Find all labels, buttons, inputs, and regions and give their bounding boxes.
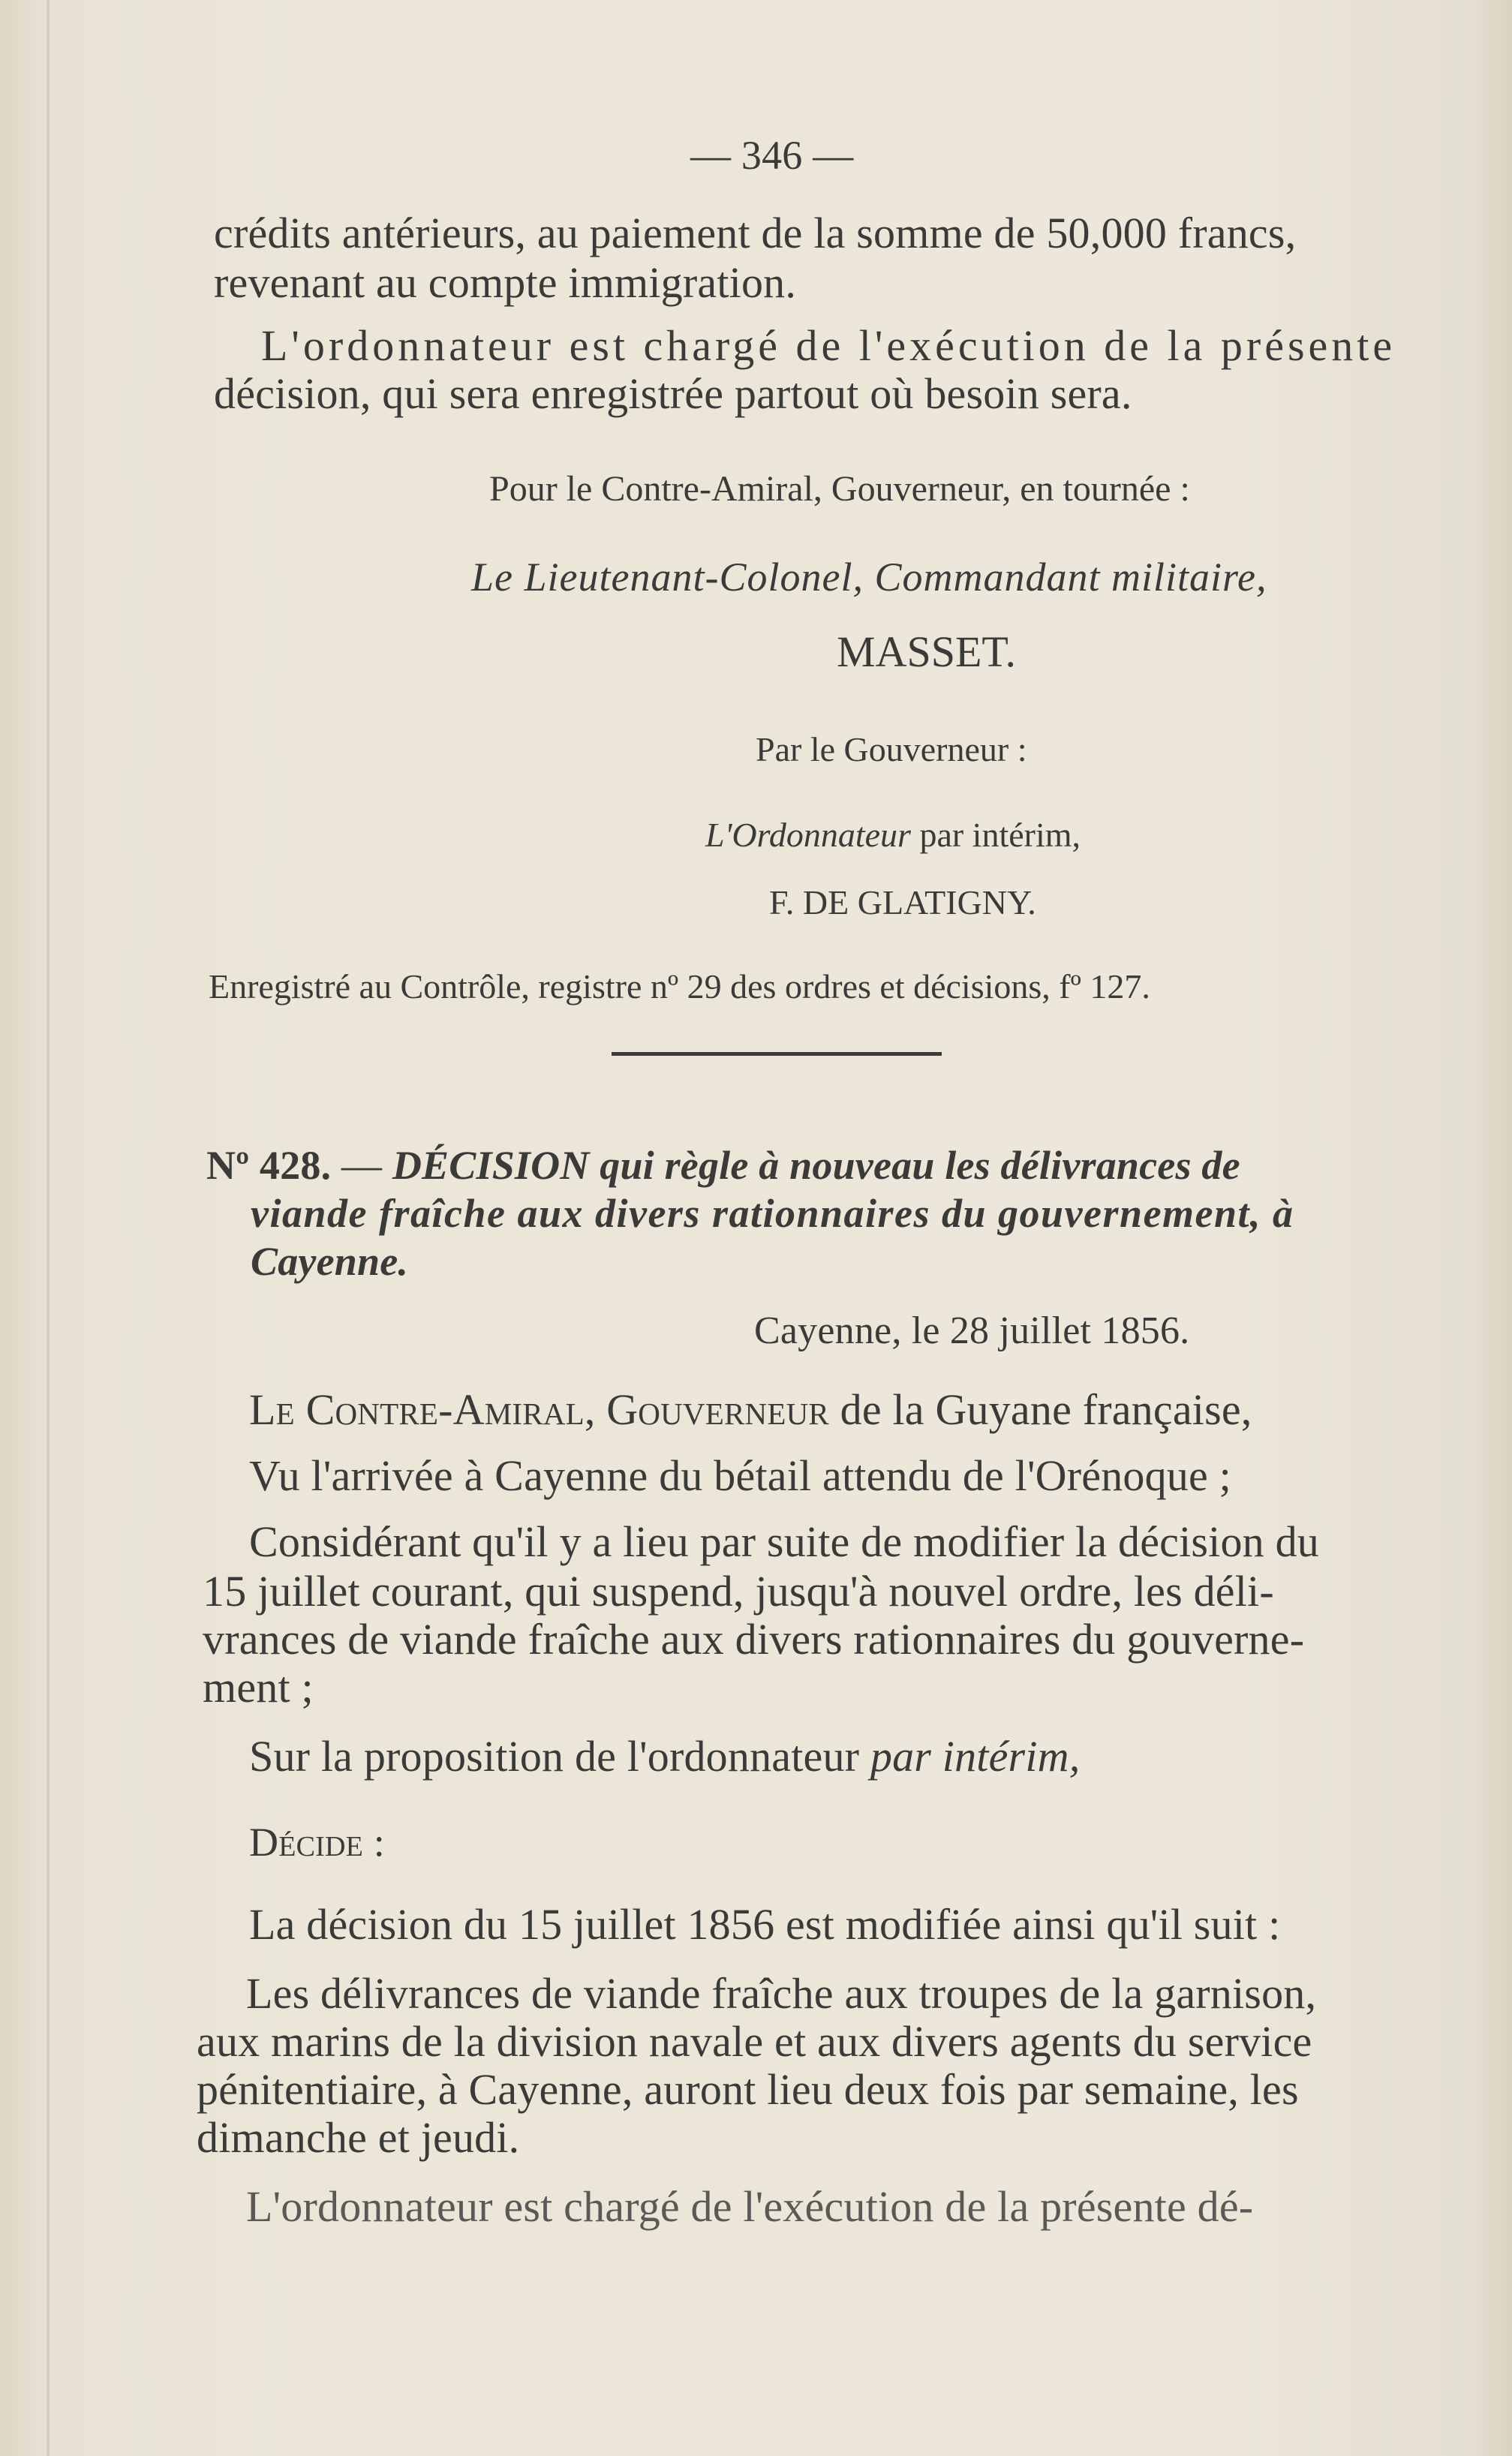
decision-heading-word: DÉCISION bbox=[392, 1143, 590, 1188]
preamble-rest: de la Guyane française, bbox=[828, 1385, 1252, 1434]
separator-rule bbox=[612, 1052, 942, 1056]
considerant-line: ment ; bbox=[203, 1663, 314, 1712]
decision-heading-line1 bbox=[206, 1145, 1240, 1186]
paragraph-line bbox=[214, 209, 1373, 257]
proposition-line bbox=[249, 1732, 1081, 1781]
decision-heading-line3: Cayenne. bbox=[251, 1239, 409, 1284]
ordonnateur-name: F. DE GLATIGNY. bbox=[769, 883, 1036, 921]
decision-heading-line2: viande fraîche aux divers rationnaires du gouvernement, à bbox=[251, 1191, 1294, 1236]
ordonnateur-rest: par intérim, bbox=[910, 816, 1081, 854]
preamble-line bbox=[249, 1385, 1252, 1434]
decide-heading: Décide : bbox=[249, 1820, 385, 1865]
deliveries-line: Les délivrances de viande fraîche aux troupes de la garnison, bbox=[246, 1969, 1317, 2018]
considerant-line: 15 juillet courant, qui suspend, jusqu'à nouvel ordre, les déli- bbox=[203, 1567, 1274, 1616]
heading-dash: — bbox=[331, 1143, 392, 1188]
considerant-line: vrances de viande fraîche aux divers rationnaires du gouverne- bbox=[203, 1615, 1305, 1664]
page-gutter-shadow bbox=[47, 0, 50, 2456]
deliveries-line: aux marins de la division navale et aux divers agents du service bbox=[197, 2017, 1312, 2066]
deliveries-line: dimanche et jeudi. bbox=[197, 2113, 520, 2162]
registration-note: Enregistré au Contrôle, registre nº 29 des ordres et décisions, fº 127. bbox=[209, 967, 1150, 1006]
signatory-name: MASSET. bbox=[837, 627, 1017, 676]
ordonnateur-italic: L'Ordonnateur bbox=[705, 816, 911, 854]
proposition-text: Sur la proposition de l'ordonnateur bbox=[249, 1732, 870, 1781]
paragraph-line: revenant au compte immigration. bbox=[214, 258, 797, 307]
paragraph-line: décision, qui sera enregistrée partout où besoin sera. bbox=[214, 369, 1132, 418]
signature-for-governor: Pour le Contre-Amiral, Gouverneur, en tournée : bbox=[489, 469, 1190, 509]
decision-heading-rest: qui règle à nouveau les délivrances de bbox=[589, 1143, 1240, 1188]
place-date: Cayenne, le 28 juillet 1856. bbox=[754, 1309, 1190, 1352]
page-number: — 346 — bbox=[690, 133, 854, 178]
by-governor: Par le Gouverneur : bbox=[756, 730, 1027, 768]
deliveries-line: pénitentiaire, à Cayenne, auront lieu deux fois par semaine, les bbox=[197, 2065, 1299, 2114]
vu-line: Vu l'arrivée à Cayenne du bétail attendu de l'Orénoque ; bbox=[249, 1451, 1231, 1500]
ordonnateur-line bbox=[705, 818, 1081, 852]
text-span: crédits antérieurs, au paiement de la somme de 50,000 francs, bbox=[214, 209, 1297, 257]
decision-number: Nº 428. bbox=[206, 1143, 332, 1188]
final-line: L'ordonnateur est chargé de l'exécution de la présente dé- bbox=[246, 2182, 1254, 2231]
paragraph-line: L'ordonnateur est chargé de l'exécution de la présente bbox=[261, 321, 1396, 370]
signatory-title: Le Lieutenant-Colonel, Commandant militaire, bbox=[471, 555, 1267, 600]
proposition-italic: par intérim, bbox=[870, 1732, 1081, 1781]
considerant-line: Considérant qu'il y a lieu par suite de modifier la décision du bbox=[249, 1517, 1319, 1566]
decision-intro: La décision du 15 juillet 1856 est modifiée ainsi qu'il suit : bbox=[249, 1900, 1281, 1949]
preamble-smallcaps: Le Contre-Amiral, Gouverneur bbox=[249, 1385, 829, 1434]
